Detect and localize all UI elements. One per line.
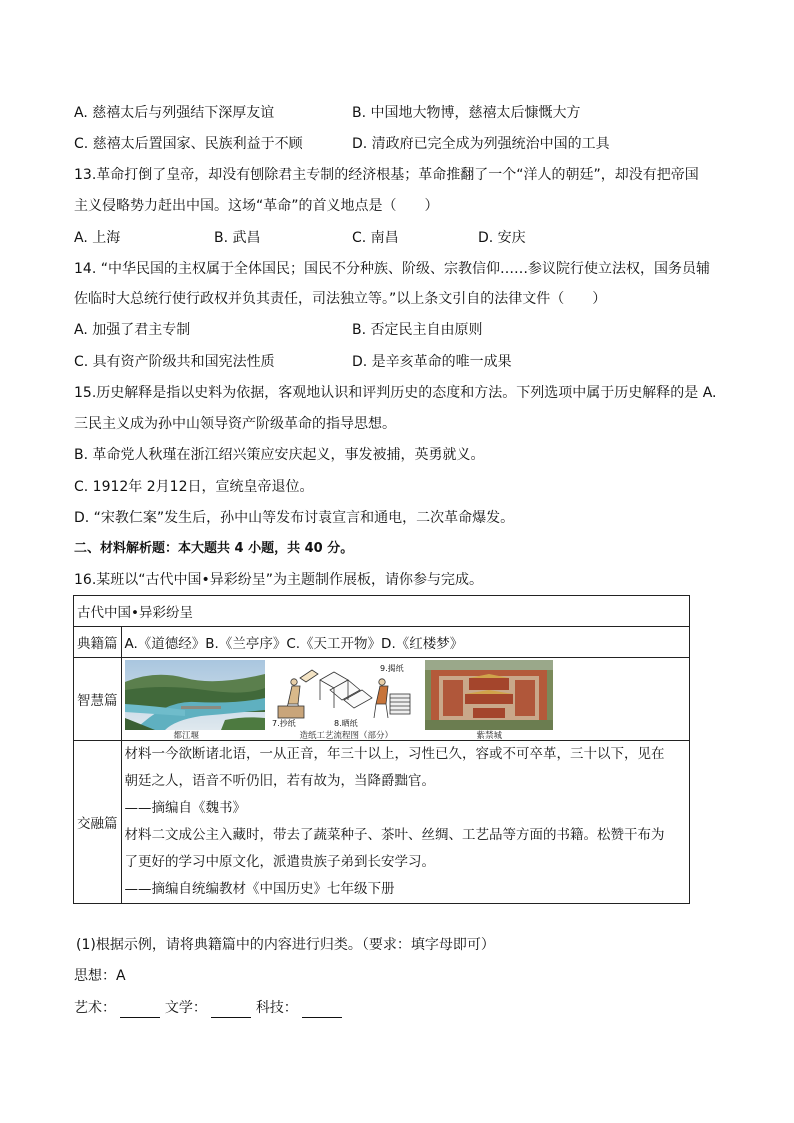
row-label-classics: 典籍篇 <box>74 627 122 658</box>
material-2-line-1: 材料二文成公主入藏时，带去了蔬菜种子、茶叶、丝绸、工艺品等方面的书籍。松赞干布为 <box>124 827 665 843</box>
literature-answer-blank[interactable] <box>211 1003 251 1018</box>
q16-stem: 16.某班以“古代中国•异彩纷呈”为主题制作展板，请你参与完成。 <box>74 572 484 588</box>
q12-option-row-1 <box>74 103 274 123</box>
q13-stem-line-2: 主义侵略势力赶出中国。这场“革命”的首义地点是（ ） <box>74 198 439 214</box>
q15-option-c: C. 1912年 2月12日，宣统皇帝退位。 <box>74 479 314 495</box>
q12-option-c: C. 慈禧太后置国家、民族利益于不顾 <box>74 136 303 152</box>
art-answer-blank[interactable] <box>120 1003 160 1018</box>
q14-option-b: B. 否定民主自由原则 <box>352 322 483 338</box>
material-1-source: ——摘编自《魏书》 <box>124 800 246 816</box>
art-label: 艺术： <box>74 1000 116 1016</box>
q15-option-a-text: 三民主义成为孙中山领导资产阶级革命的指导思想。 <box>74 416 396 432</box>
q13-option-d: D. 安庆 <box>478 230 526 246</box>
q16-sub1: (1)根据示例，请将典籍篇中的内容进行归类。（要求：填字母即可） <box>76 937 495 953</box>
wisdom-images-cell <box>121 658 690 741</box>
q13-option-b: B. 武昌 <box>214 230 261 246</box>
q14-option-c: C. 具有资产阶级共和国宪法性质 <box>74 354 275 370</box>
table-row-wisdom <box>74 658 690 741</box>
q12-option-b: B. 中国地大物博，慈禧太后慷慨大方 <box>352 105 581 121</box>
q13-option-c: C. 南昌 <box>352 230 399 246</box>
material-1-line-1: 材料一今欲断诸北语，一从正音，年三十以上，习性已久，容或不可卒革，三十以下，见在 <box>124 746 665 762</box>
dujiangyan-caption: 都江堰 <box>173 731 200 741</box>
technology-answer-blank[interactable] <box>302 1003 342 1018</box>
q15-option-b: B. 革命党人秋瑾在浙江绍兴策应安庆起义，事发被捕，英勇就义。 <box>74 447 485 463</box>
forbidden-city-photo <box>425 660 553 730</box>
table-title-row <box>74 596 690 627</box>
material-1-line-2: 朝廷之人，语音不听仍旧，若有故为，当降爵黜官。 <box>124 773 435 789</box>
table-title: 古代中国•异彩纷呈 <box>74 596 690 627</box>
tag-9: 9.揭纸 <box>379 664 404 673</box>
material-2-source: ——摘编自统编教材《中国历史》七年级下册 <box>124 881 395 897</box>
tag-7: 7.抄纸 <box>271 719 296 728</box>
exhibition-board-table <box>73 595 690 904</box>
q12-option-d: D. 清政府已完全成为列强统治中国的工具 <box>352 136 610 152</box>
q12-option-a: A. 慈禧太后与列强结下深厚友谊 <box>74 105 275 121</box>
q13-option-a: A. 上海 <box>74 230 121 246</box>
q15-option-d: D. “宋教仁案”发生后，孙中山等发布讨袁宣言和通电，二次革命爆发。 <box>74 510 515 526</box>
q14-option-a: A. 加强了君主专制 <box>74 322 191 338</box>
row-label-integration: 交融篇 <box>74 741 122 904</box>
literature-label: 文学： <box>164 1000 207 1016</box>
material-2-line-2: 了更好的学习中原文化，派遣贵族子弟到长安学习。 <box>124 854 435 870</box>
dujiangyan-photo <box>125 660 265 730</box>
q14-stem-line-2: 佐临时大总统行使行政权并负其责任，司法独立等。”以上条文引自的法律文件（ ） <box>74 291 607 307</box>
section-heading: 二、材料解析题：本大题共 4 小题，共 40 分。 <box>74 541 354 556</box>
q15-stem-line-1: 15.历史解释是指以史料为依据，客观地认识和评判历史的态度和方法。下列选项中属于历史解释的是 A. <box>74 385 717 401</box>
example-answer: 思想：A <box>74 968 126 984</box>
papermaking-caption: 造纸工艺流程图（部分） <box>299 731 394 741</box>
classics-content: A.《道德经》B.《兰亭序》C.《天工开物》D.《红楼梦》 <box>121 627 690 658</box>
table-row-integration <box>74 741 690 904</box>
integration-materials <box>121 741 690 904</box>
q14-stem-line-1: 14. “中华民国的主权属于全体国民；国民不分种族、阶级、宗教信仰……参议院行使立法权，国务员辅 <box>74 261 710 277</box>
q13-stem-line-1: 13.革命打倒了皇帝，却没有刨除君主专制的经济根基；革命推翻了一个“洋人的朝廷”，却没有把帝国 <box>74 167 699 183</box>
q14-option-d: D. 是辛亥革命的唯一成果 <box>352 354 512 370</box>
forbidden-city-caption: 紫禁城 <box>476 731 503 741</box>
tag-8: 8.晒纸 <box>333 719 358 728</box>
wisdom-images <box>122 658 690 740</box>
row-label-wisdom: 智慧篇 <box>74 658 122 741</box>
papermaking-illustration <box>270 660 416 730</box>
technology-label: 科技： <box>255 1000 298 1016</box>
table-row-classics <box>74 627 690 658</box>
answer-blanks-row <box>74 998 342 1018</box>
